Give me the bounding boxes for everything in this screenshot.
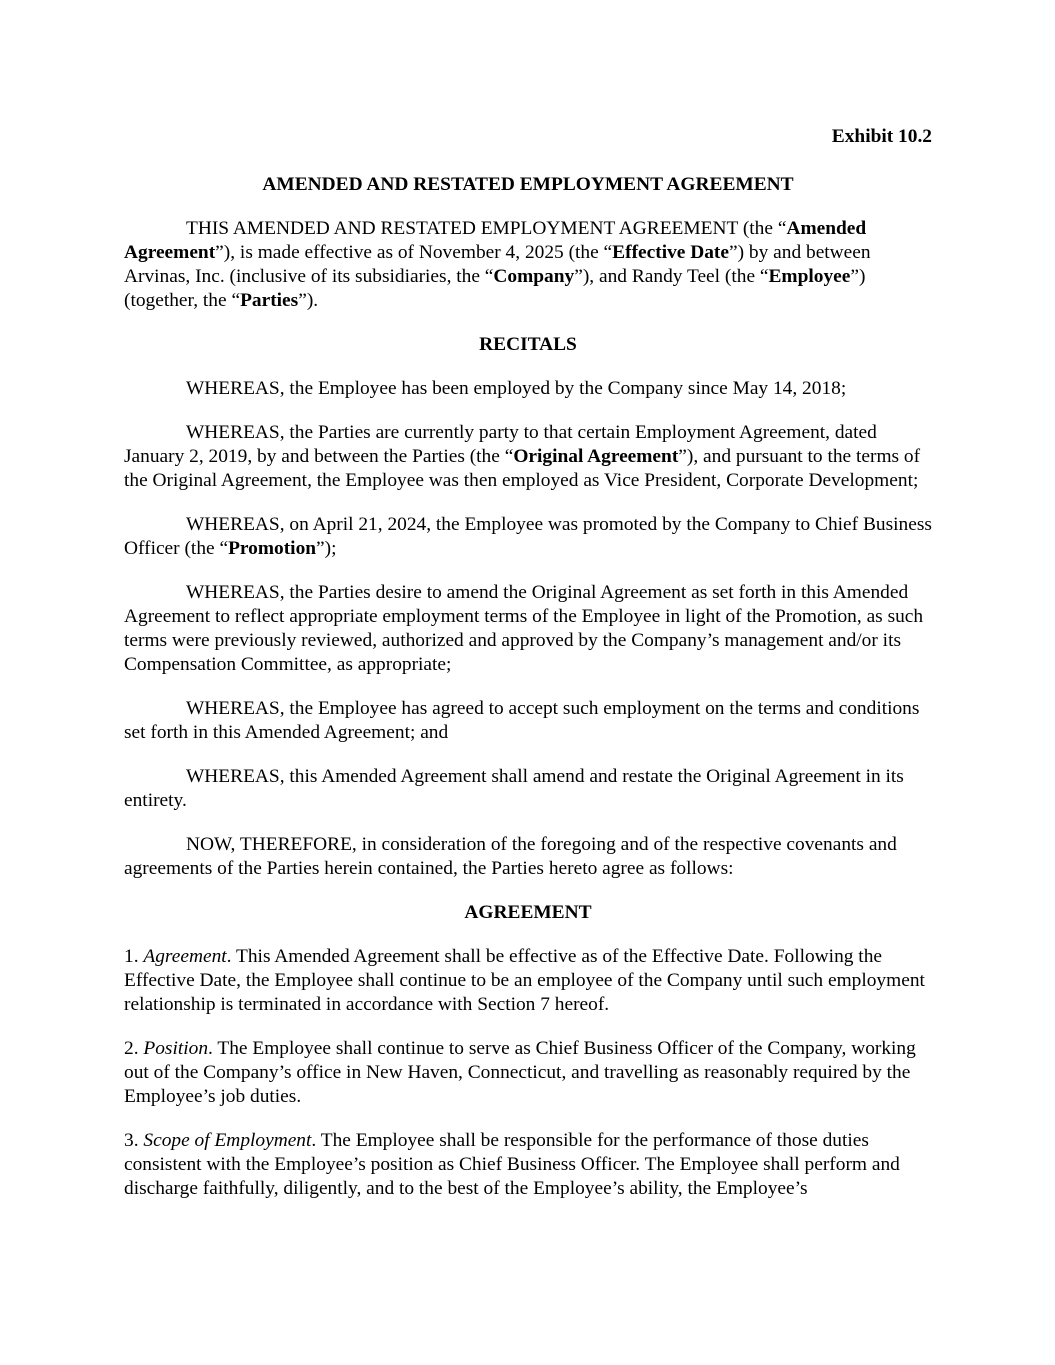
section-2 — [124, 1037, 932, 1109]
text-segment: NOW, THEREFORE, in consideration of the foregoing and of the respective covenants and agreements of the Parties herein contained, the Parties hereto agree as follows: — [124, 834, 897, 879]
document-page — [124, 125, 932, 1221]
text-segment: ”), is made effective as of November 4, 2025 (the “ — [215, 242, 613, 263]
section-3 — [124, 1129, 932, 1201]
text-segment: THIS AMENDED AND RESTATED EMPLOYMENT AGREEMENT (the “ — [186, 218, 787, 239]
text-segment: WHEREAS, the Employee has been employed by the Company since May 14, 2018; — [186, 378, 847, 399]
recital-1 — [124, 377, 932, 401]
heading-agreement — [124, 901, 932, 925]
text-segment: WHEREAS, on April 21, 2024, the Employee was promoted by the Company to Chief Business Officer (the “ — [124, 514, 932, 559]
text-segment: WHEREAS, the Parties are currently party to that certain Employment Agreement, dated January 2, 2019, by and between the Parties (the “ — [124, 422, 877, 467]
text-segment: ”); — [316, 538, 337, 559]
defined-term: Original Agreement — [513, 446, 679, 467]
text-segment: . The Employee shall continue to serve as Chief Business Officer of the Company, working out of the Company’s office in New Haven, Connecticut, and travelling as reasonably required by the Employee’s job duties. — [124, 1038, 916, 1107]
text-segment: ”). — [298, 290, 319, 311]
preamble — [124, 217, 932, 313]
text-segment: . This Amended Agreement shall be effective as of the Effective Date. Following the Effective Date, the Employee shall continue to be an employee of the Company until such employment relationship is terminated in accordance with Section 7 hereof. — [124, 946, 925, 1015]
recital-5 — [124, 697, 932, 745]
document-body — [124, 217, 932, 1201]
text-segment: WHEREAS, this Amended Agreement shall amend and restate the Original Agreement in its entirety. — [124, 766, 904, 811]
defined-term: Employee — [768, 266, 851, 287]
defined-term: Parties — [240, 290, 299, 311]
text-segment: 2. — [124, 1038, 144, 1059]
text-segment: WHEREAS, the Parties desire to amend the Original Agreement as set forth in this Amended Agreement to reflect appropriate employment terms of the Employee in light of the Promotion, as such terms were previously reviewed, authorized and approved by the Company’s management and/or its Compensation Committee, as appropriate; — [124, 582, 924, 675]
text-segment: 1. — [124, 946, 144, 967]
document-title: AMENDED AND RESTATED EMPLOYMENT AGREEMENT — [262, 174, 794, 195]
text-segment: ”), and Randy Teel (the “ — [574, 266, 769, 287]
section-heading: Position — [143, 1038, 209, 1059]
defined-term: Amended Agreement — [124, 218, 867, 263]
text-segment: 3. — [124, 1130, 144, 1151]
exhibit-label: Exhibit 10.2 — [831, 126, 932, 147]
text-segment: ”) (together, the “ — [124, 266, 866, 311]
recital-2 — [124, 421, 932, 493]
text-segment: AGREEMENT — [464, 902, 592, 923]
text-segment: WHEREAS, the Employee has agreed to accept such employment on the terms and conditions set forth in this Amended Agreement; and — [124, 698, 920, 743]
section-1 — [124, 945, 932, 1017]
recital-6 — [124, 765, 932, 813]
text-segment: ”), and pursuant to the terms of the Original Agreement, the Employee was then employed as Vice President, Corporate Development; — [124, 446, 921, 491]
heading-recitals — [124, 333, 932, 357]
section-heading: Agreement — [143, 946, 227, 967]
now-therefore — [124, 833, 932, 881]
text-segment: RECITALS — [479, 334, 577, 355]
defined-term: Promotion — [228, 538, 317, 559]
defined-term: Effective Date — [612, 242, 729, 263]
recital-4 — [124, 581, 932, 677]
recital-3 — [124, 513, 932, 561]
text-segment: . The Employee shall be responsible for the performance of those duties consistent with the Employee’s position as Chief Business Officer. The Employee shall perform and discharge faithfully, diligently, and to the best of the Employee’s ability, the Employee’s — [124, 1130, 900, 1199]
text-segment: ”) by and between Arvinas, Inc. (inclusive of its subsidiaries, the “ — [124, 242, 871, 287]
defined-term: Company — [493, 266, 575, 287]
section-heading: Scope of Employment — [143, 1130, 312, 1151]
